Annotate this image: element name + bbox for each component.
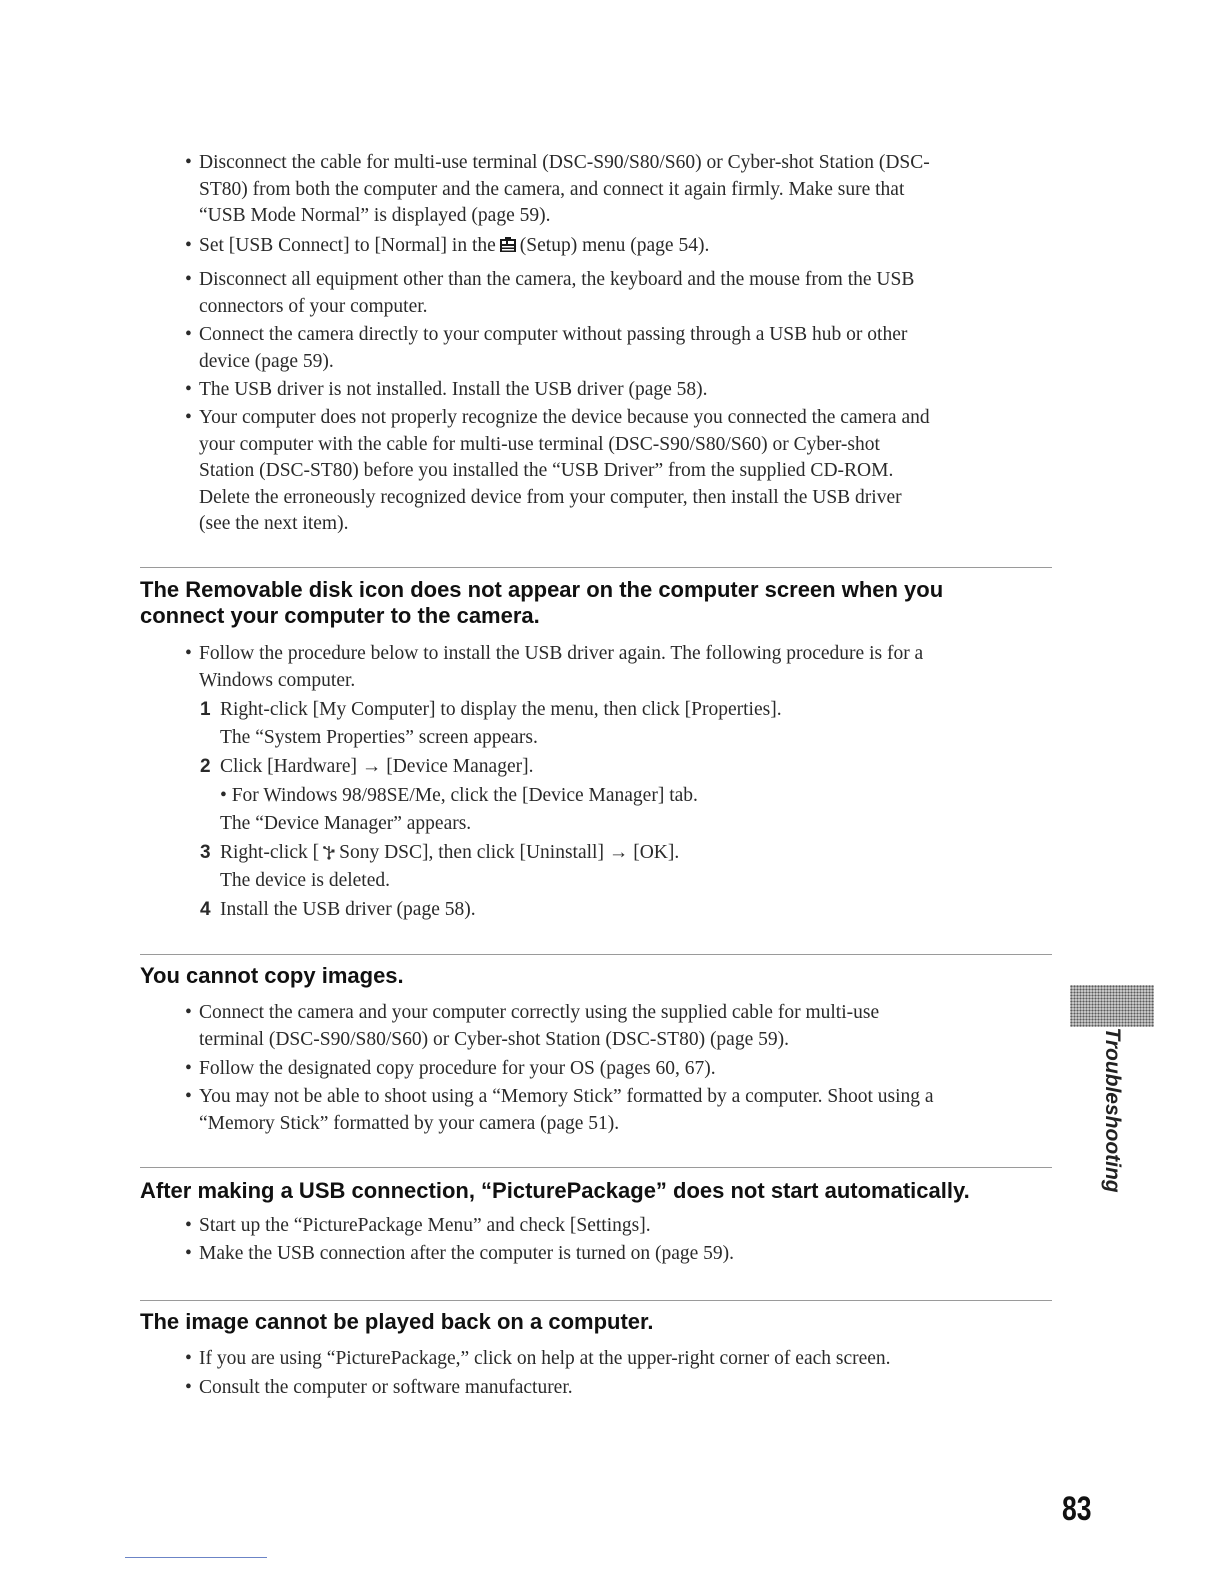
bullet-item — [185, 1375, 1069, 1402]
bullet-item — [185, 1213, 1069, 1240]
bullet-line: connectors of your computer. — [199, 295, 428, 317]
bullet-line: Make the USB connection after the computer is turned on (page 59). — [199, 1243, 735, 1264]
bullet-text: Set [USB Connect] to [Normal] in the — [199, 235, 496, 256]
bullet-line: Delete the erroneously recognized device from your computer, then install the USB driver — [199, 486, 902, 508]
step-number: 4 — [200, 899, 211, 920]
bullet-item — [185, 405, 1069, 538]
bullet-line: “Memory Stick” formatted by your camera (page 51). — [199, 1112, 620, 1134]
bullet-item — [185, 1084, 1069, 1137]
step-text: Install the USB driver (page 58). — [220, 899, 476, 920]
section-divider — [140, 567, 1052, 568]
bullet-item — [185, 1000, 1069, 1053]
section-index-tab — [1070, 985, 1154, 1027]
bullet-line — [199, 233, 1069, 260]
step-note: • For Windows 98/98SE/Me, click the [Device Manager] tab. — [220, 785, 698, 806]
step-note: The “Device Manager” appears. — [220, 813, 472, 834]
bullet-line: Station (DSC-ST80) before you installed the “USB Driver” from the supplied CD-ROM. — [199, 460, 894, 481]
bullet-line: Disconnect all equipment other than the camera, the keyboard and the mouse from the USB — [199, 269, 915, 290]
bullet-line: Connect the camera and your computer correctly using the supplied cable for multi-use — [199, 1002, 880, 1023]
bullet-dot: • — [185, 1243, 192, 1264]
bullet-line: The USB driver is not installed. Install the USB driver (page 58). — [199, 379, 708, 400]
bullet-dot: • — [185, 269, 192, 290]
usb-device-icon — [321, 842, 337, 858]
bullet-line: Your computer does not properly recognize the device because you connected the camera and — [199, 407, 930, 428]
setup-menu-icon — [499, 236, 517, 254]
bullet-line: Consult the computer or software manufacturer. — [199, 1377, 573, 1398]
bullet-dot: • — [185, 235, 192, 256]
bullet-item — [185, 322, 1069, 375]
heading-line: connect your computer to the camera. — [140, 603, 540, 628]
bullet-line: terminal (DSC-S90/S80/S60) or Cyber-shot Station (DSC-ST80) (page 59). — [199, 1028, 789, 1050]
bullet-line: Disconnect the cable for multi-use terminal (DSC-S90/S80/S60) or Cyber-shot Station (DSC- — [199, 152, 930, 173]
bullet-dot: • — [185, 324, 192, 345]
bullet-item — [185, 1056, 1069, 1083]
step-text: Click [Hardware] → [Device Manager]. — [220, 756, 534, 777]
bullet-dot: • — [185, 152, 192, 173]
bullet-dot: • — [185, 379, 192, 400]
bullet-item — [185, 150, 1069, 230]
bullet-dot: • — [185, 1215, 192, 1236]
section-divider — [140, 954, 1052, 955]
page-number: 83 — [1062, 1490, 1092, 1528]
step-text-part: Sony DSC], then click [Uninstall] → [OK]. — [339, 842, 680, 863]
bullet-line: ST80) from both the computer and the camera, and connect it again firmly. Make sure that — [199, 178, 905, 200]
step-text: Right-click [My Computer] to display the menu, then click [Properties]. — [220, 699, 782, 720]
bullet-line: device (page 59). — [199, 350, 334, 372]
bullet-dot: • — [185, 407, 192, 428]
bullet-line: Follow the designated copy procedure for your OS (pages 60, 67). — [199, 1058, 716, 1079]
step-number: 3 — [200, 842, 211, 863]
bullet-item — [185, 267, 1069, 320]
section-heading-copy-images: You cannot copy images. — [140, 963, 404, 988]
bullet-line: Follow the procedure below to install the USB driver again. The following procedure is for a — [199, 643, 924, 664]
step-text-part: Right-click [ — [220, 842, 320, 863]
step-text — [220, 840, 679, 866]
section-heading-removable-disk — [140, 577, 1060, 629]
heading-line: The Removable disk icon does not appear on the computer screen when you — [140, 577, 944, 602]
bullet-item — [185, 641, 1069, 694]
bullet-item — [185, 1241, 1069, 1268]
bullet-line: Connect the camera directly to your computer without passing through a USB hub or other — [199, 324, 908, 345]
bullet-line: Windows computer. — [199, 669, 356, 691]
section-divider — [140, 1300, 1052, 1301]
side-section-label: Troubleshooting — [1101, 1027, 1124, 1193]
bullet-line: “USB Mode Normal” is displayed (page 59). — [199, 205, 551, 226]
section-divider — [140, 1167, 1052, 1168]
bullet-dot: • — [185, 1086, 192, 1107]
bullet-line: You may not be able to shoot using a “Memory Stick” formatted by a computer. Shoot using a — [199, 1086, 934, 1107]
step-note: The device is deleted. — [220, 870, 391, 891]
section-heading-playback: The image cannot be played back on a computer. — [140, 1309, 654, 1334]
bullet-line: your computer with the cable for multi-use terminal (DSC-S90/S80/S60) or Cyber-shot — [199, 433, 880, 455]
bullet-line: (see the next item). — [199, 513, 349, 534]
section-heading-picturepackage: After making a USB connection, “PicturePackage” does not start automatically. — [140, 1178, 970, 1203]
bullet-dot: • — [185, 643, 192, 664]
bullet-dot: • — [185, 1002, 192, 1023]
bullet-item — [185, 233, 1069, 260]
bullet-line: If you are using “PicturePackage,” click on help at the upper-right corner of each screen. — [199, 1348, 891, 1369]
bullet-dot: • — [185, 1058, 192, 1079]
bullet-dot: • — [185, 1348, 192, 1369]
bullet-line: Start up the “PicturePackage Menu” and check [Settings]. — [199, 1215, 651, 1236]
bullet-text: (Setup) menu (page 54). — [519, 235, 710, 256]
step-number: 2 — [200, 756, 211, 777]
bullet-item — [185, 377, 1069, 404]
step-note: The “System Properties” screen appears. — [220, 727, 538, 748]
step-number: 1 — [200, 699, 211, 720]
bullet-item — [185, 1346, 1069, 1373]
bullet-dot: • — [185, 1377, 192, 1398]
footer-rule — [125, 1557, 267, 1558]
